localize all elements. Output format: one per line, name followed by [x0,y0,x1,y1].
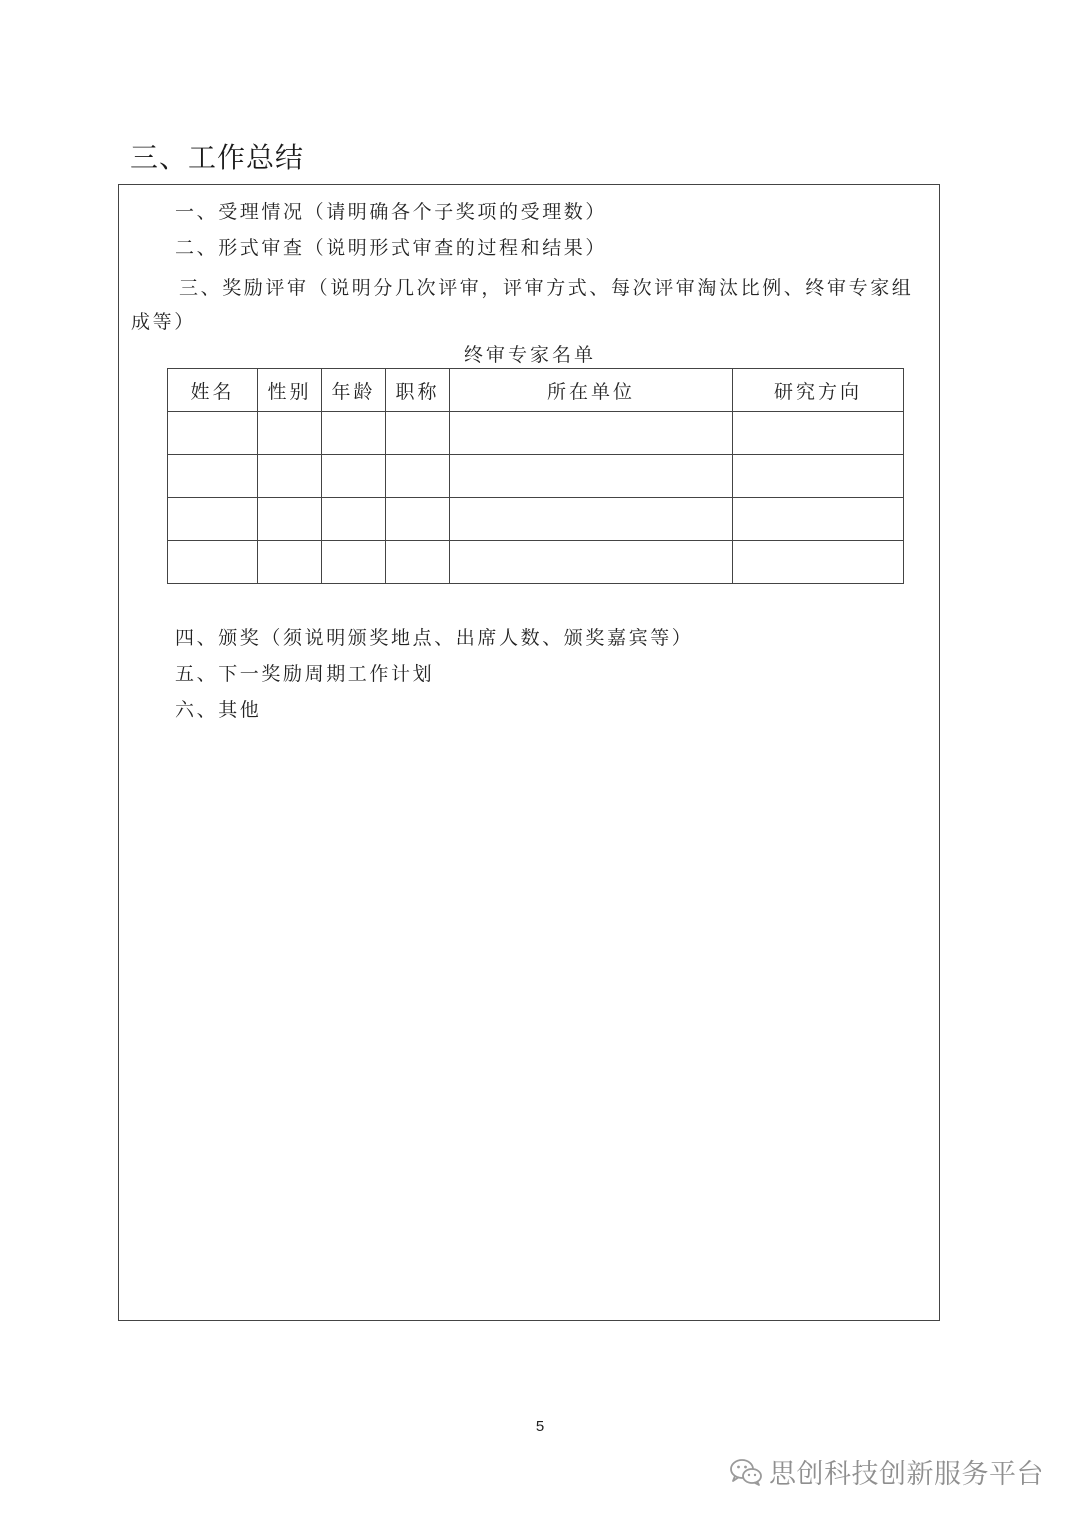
table-cell[interactable] [733,498,904,541]
item-formal-review: 二、形式审查（说明形式审查的过程和结果） [175,237,608,259]
header-gender: 性别 [258,369,322,412]
table-cell[interactable] [450,498,733,541]
item-next-cycle-plan: 五、下一奖励周期工作计划 [175,663,435,685]
table-cell[interactable] [450,541,733,584]
table-cell[interactable] [733,455,904,498]
section-title: 三、工作总结 [130,141,305,174]
table-cell[interactable] [450,455,733,498]
table-caption: 终审专家名单 [463,344,596,366]
table-cell[interactable] [258,412,322,455]
table-cell[interactable] [322,541,386,584]
table-row [168,498,904,541]
item-acceptance: 一、受理情况（请明确各个子奖项的受理数） [175,201,608,223]
table-cell[interactable] [450,412,733,455]
table-cell[interactable] [258,455,322,498]
table-row [168,455,904,498]
table-cell[interactable] [386,455,450,498]
wechat-icon [729,1457,763,1487]
header-research-field: 研究方向 [733,369,904,412]
table-cell[interactable] [258,541,322,584]
header-age: 年龄 [322,369,386,412]
work-summary-box [118,184,940,1321]
header-title: 职称 [386,369,450,412]
table-cell[interactable] [322,498,386,541]
table-cell[interactable] [168,412,258,455]
table-cell[interactable] [386,498,450,541]
table-row [168,541,904,584]
item-award-ceremony: 四、颁奖（须说明颁奖地点、出席人数、颁奖嘉宾等） [175,627,694,649]
item-award-review: 三、奖励评审（说明分几次评审，评审方式、每次评审淘汰比例、终审专家组成等） [131,277,914,333]
table-cell[interactable] [168,541,258,584]
table-cell[interactable] [733,541,904,584]
watermark-text: 思创科技创新服务平台 [769,1459,1044,1490]
table-cell[interactable] [168,498,258,541]
table-cell[interactable] [168,455,258,498]
table-cell[interactable] [386,412,450,455]
table-cell[interactable] [386,541,450,584]
table-cell[interactable] [258,498,322,541]
table-cell[interactable] [733,412,904,455]
table-cell[interactable] [322,455,386,498]
header-name: 姓名 [168,369,258,412]
item-other: 六、其他 [175,699,262,721]
table-row [168,412,904,455]
table-cell[interactable] [322,412,386,455]
page-number: 5 [535,1418,545,1435]
header-organization: 所在单位 [450,369,733,412]
watermark [729,1452,1044,1491]
table-header-row [168,369,904,412]
final-expert-table [167,368,904,584]
